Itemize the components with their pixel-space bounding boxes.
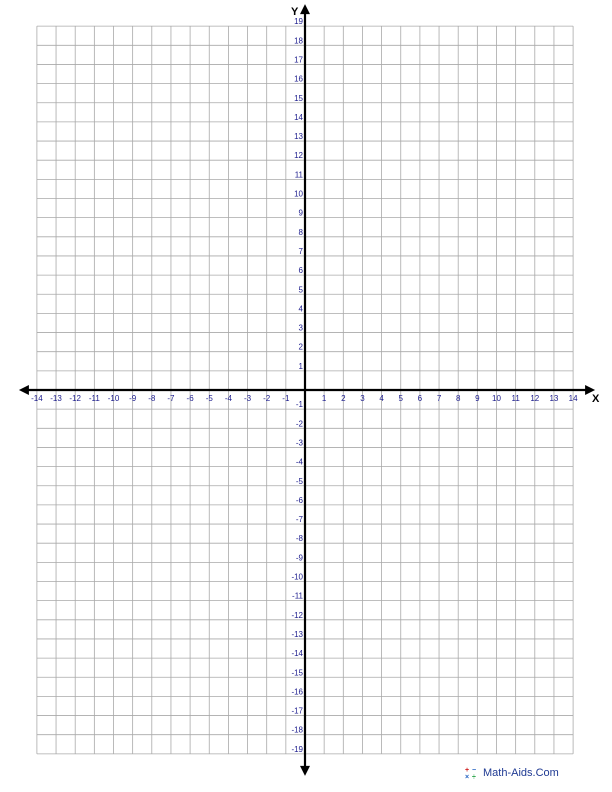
x-tick-label: -3 (243, 394, 252, 403)
x-tick-label: 9 (475, 394, 480, 403)
y-tick-label: 13 (294, 132, 303, 142)
y-tick-label: 6 (298, 266, 303, 276)
y-tick-label: -19 (291, 744, 303, 754)
x-tick-label: -7 (167, 394, 175, 403)
y-tick-label: 5 (298, 285, 303, 295)
x-tick-label: -10 (107, 394, 120, 403)
y-tick-label: -2 (295, 419, 303, 429)
x-tick-label: -13 (50, 394, 62, 403)
y-tick-label: -6 (295, 495, 303, 505)
y-tick-label: -12 (291, 610, 303, 620)
y-tick-label: 18 (294, 36, 303, 46)
svg-text:−: − (472, 767, 477, 774)
x-tick-label: 8 (455, 394, 461, 403)
y-tick-label: -18 (291, 725, 303, 735)
x-tick-label: 4 (379, 394, 384, 403)
x-axis-left-arrow-icon (19, 385, 29, 395)
y-tick-label: -16 (291, 687, 303, 697)
y-tick-label: 14 (294, 112, 303, 122)
x-tick-label: -11 (88, 394, 100, 403)
x-tick-label: 5 (398, 394, 403, 403)
x-tick-label: -2 (263, 394, 271, 403)
y-tick-label: -3 (295, 438, 303, 448)
x-axis-label: X (592, 393, 600, 405)
x-tick-label: -1 (282, 394, 290, 403)
x-tick-label: 10 (492, 394, 501, 403)
x-tick-label: -14 (31, 394, 43, 403)
x-tick-label: 13 (549, 394, 559, 403)
y-tick-label: 12 (294, 151, 303, 161)
y-tick-label: -1 (295, 400, 303, 410)
y-tick-label: -7 (295, 515, 303, 525)
x-tick-label: -9 (129, 394, 137, 403)
x-tick-label: 3 (360, 394, 365, 403)
x-tick-label: 2 (341, 394, 346, 403)
y-tick-label: 19 (294, 17, 303, 27)
x-tick-label: -8 (148, 394, 156, 403)
svg-text:×: × (465, 774, 470, 780)
y-tick-label: -14 (291, 649, 303, 659)
axes (19, 4, 595, 776)
svg-text:+: + (465, 767, 470, 774)
y-tick-label: 17 (294, 55, 303, 65)
y-tick-label: -10 (291, 572, 303, 582)
y-tick-label: -11 (292, 591, 303, 601)
x-tick-label: -5 (205, 394, 213, 403)
x-tick-label: 1 (321, 394, 327, 403)
x-tick-label: -12 (69, 394, 81, 403)
y-tick-label: 16 (294, 74, 303, 84)
y-tick-label: 7 (298, 246, 303, 256)
x-tick-label: 6 (417, 394, 423, 403)
y-tick-label: -5 (295, 476, 303, 486)
y-tick-label: 4 (298, 304, 303, 314)
x-tick-label: 11 (511, 394, 520, 403)
y-axis-label: Y (291, 6, 299, 18)
y-tick-label: 1 (298, 361, 303, 371)
y-tick-label: 11 (294, 170, 303, 180)
y-tick-label: -8 (295, 534, 303, 544)
x-tick-label: 12 (530, 394, 540, 403)
y-tick-label: -9 (295, 553, 303, 563)
x-tick-label: 14 (568, 394, 578, 403)
y-tick-label: 2 (298, 342, 303, 352)
y-tick-label: 10 (294, 189, 303, 199)
math-aids-logo-icon (465, 766, 479, 780)
y-tick-label: 9 (298, 208, 303, 218)
x-tick-label: -4 (224, 394, 232, 403)
x-tick-label: 7 (436, 394, 442, 403)
y-tick-label: -17 (291, 706, 303, 716)
brand-text: Math-Aids.Com (483, 767, 559, 779)
y-axis-down-arrow-icon (300, 766, 310, 776)
y-axis-up-arrow-icon (300, 4, 310, 14)
y-tick-label: 3 (298, 323, 303, 333)
x-tick-label: -6 (186, 394, 194, 403)
svg-text:÷: ÷ (472, 774, 476, 780)
y-tick-label: -13 (291, 629, 303, 639)
y-tick-label: -4 (295, 457, 303, 467)
y-tick-labels (291, 17, 303, 754)
y-tick-label: 8 (298, 227, 303, 237)
brand-footer (465, 765, 559, 781)
y-tick-label: 15 (294, 93, 303, 103)
y-tick-label: -15 (291, 668, 303, 678)
